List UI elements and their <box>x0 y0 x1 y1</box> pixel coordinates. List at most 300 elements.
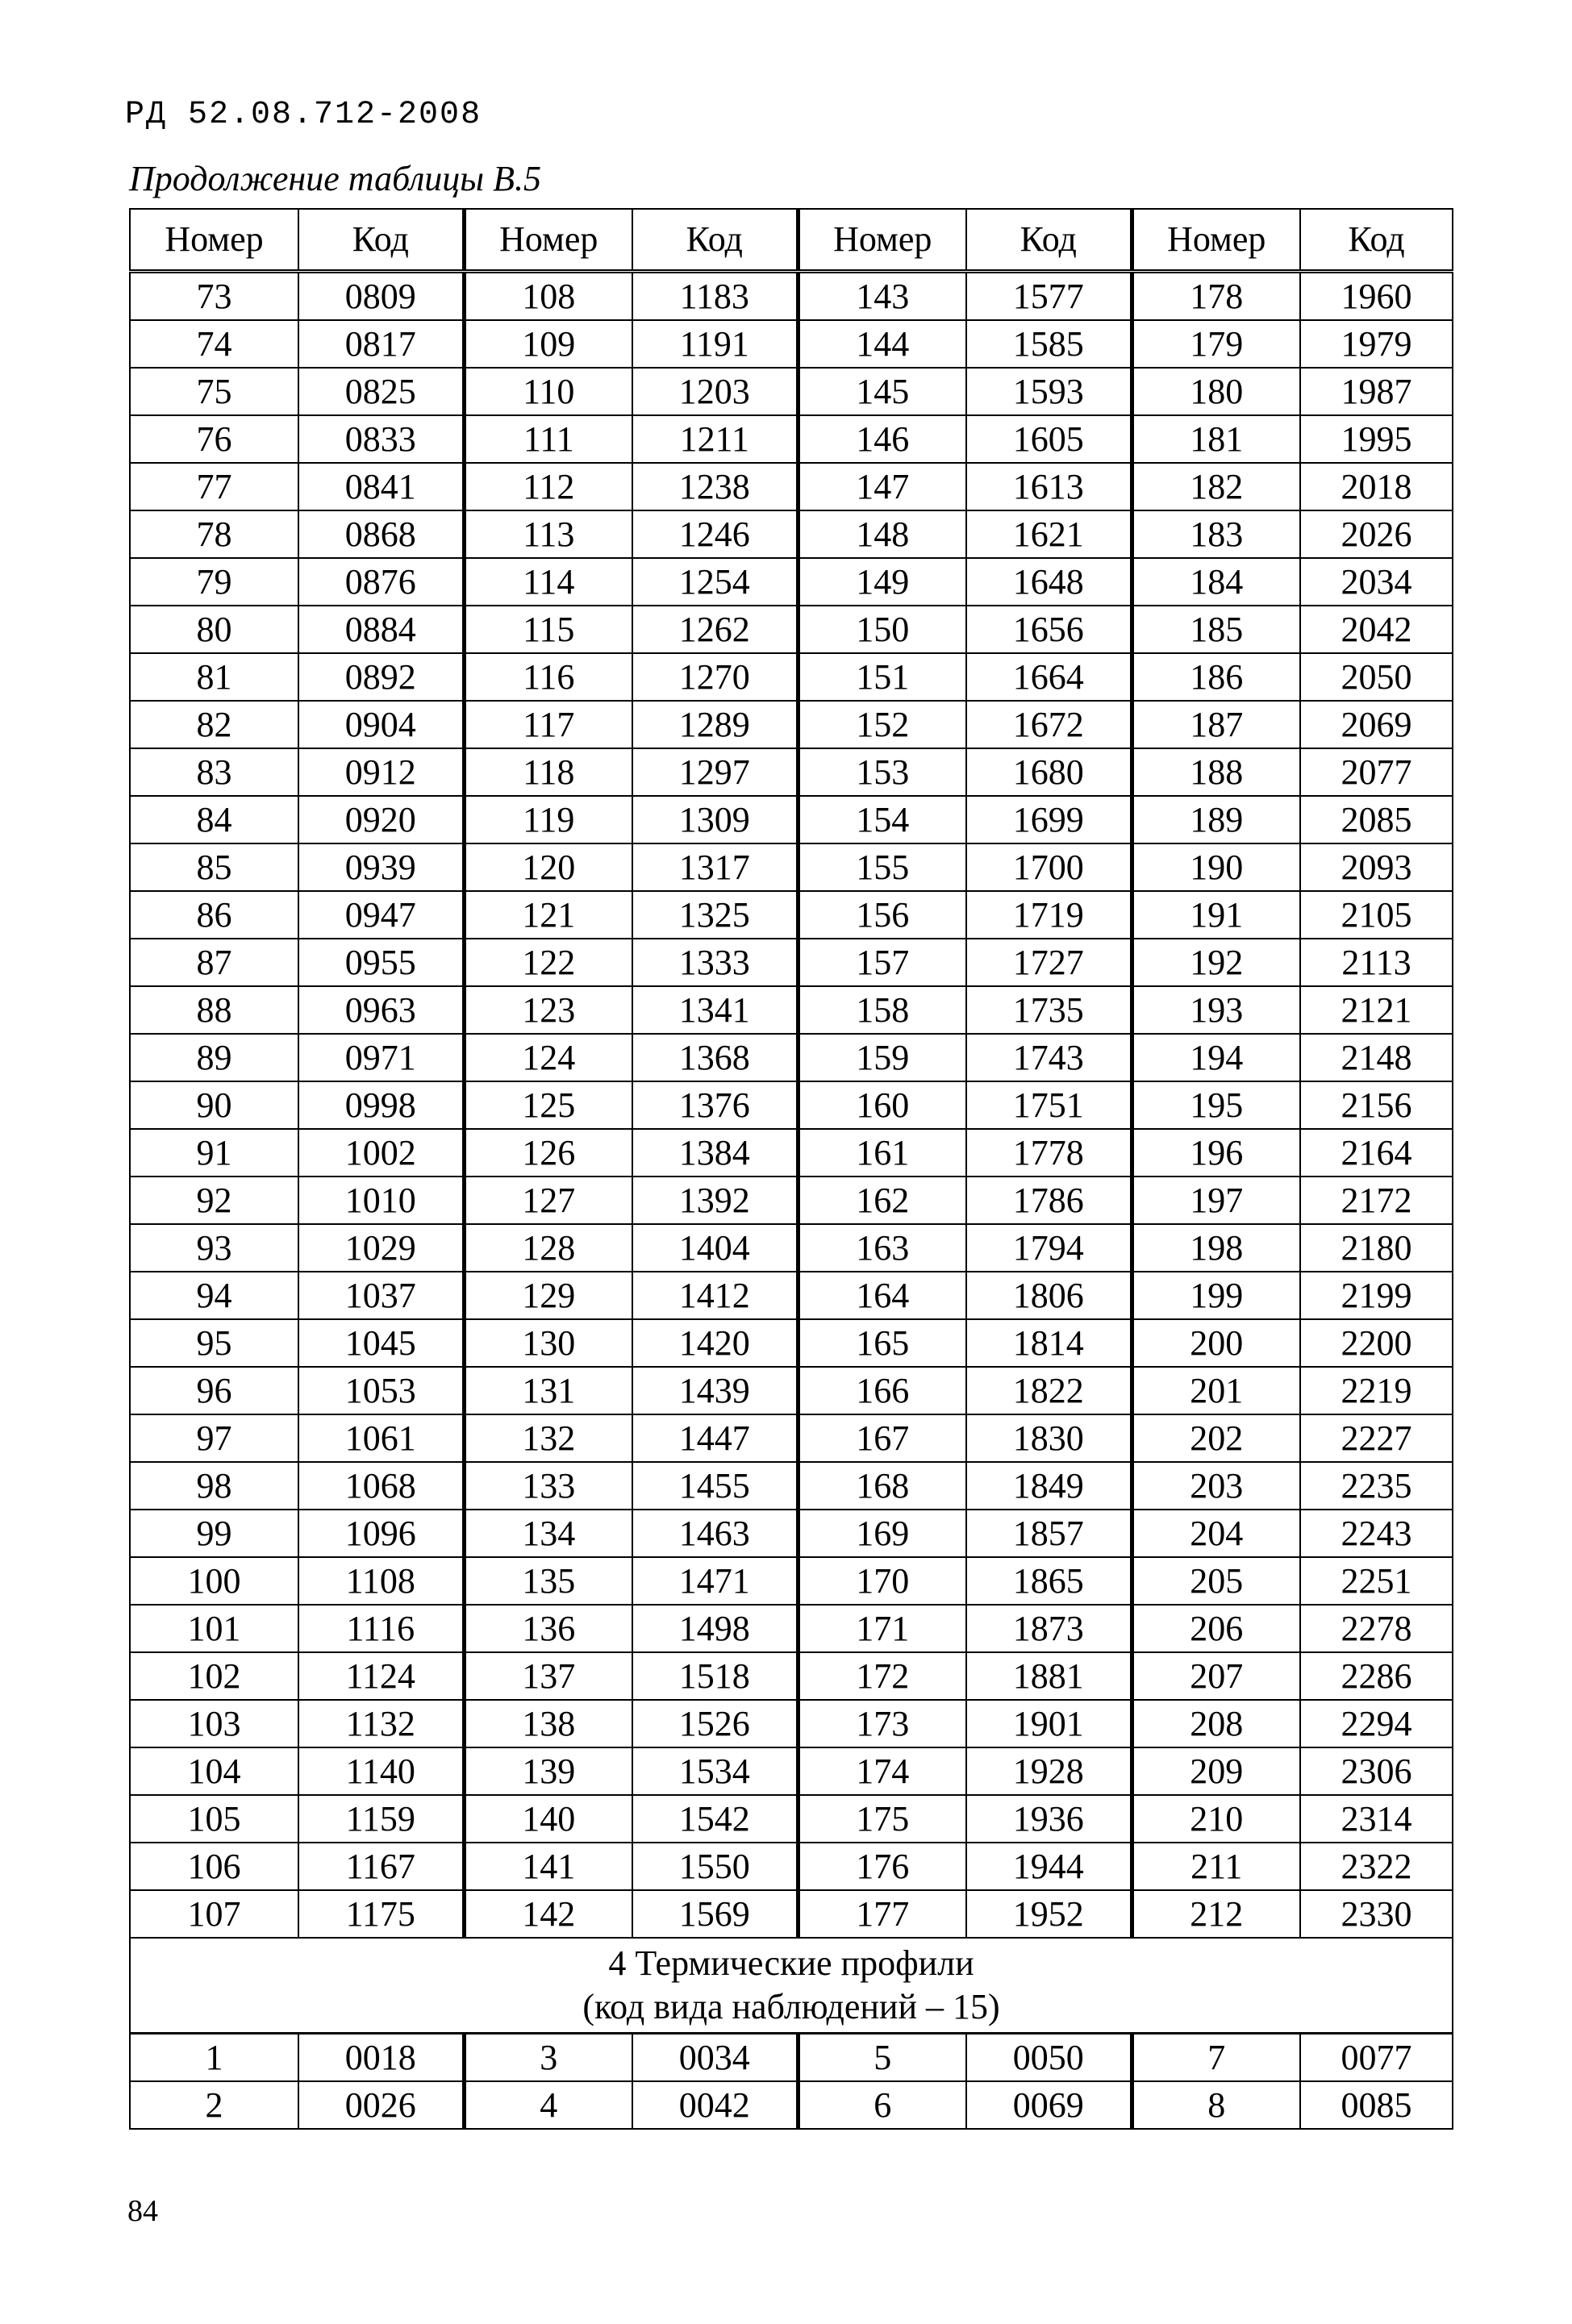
code-cell: 1211 <box>632 415 798 463</box>
code-cell: 0971 <box>298 1034 464 1081</box>
number-cell: 151 <box>798 653 966 701</box>
number-cell: 3 <box>464 2034 632 2082</box>
number-cell: 191 <box>1132 891 1300 939</box>
number-cell: 211 <box>1132 1843 1300 1890</box>
code-cell: 1333 <box>632 939 798 986</box>
table-caption: Продолжение таблицы В.5 <box>129 159 541 198</box>
table-row <box>130 1795 1453 1843</box>
code-cell: 1191 <box>632 320 798 368</box>
number-cell: 196 <box>1132 1129 1300 1177</box>
table-row <box>130 1462 1453 1510</box>
number-cell: 174 <box>798 1747 966 1795</box>
number-cell: 159 <box>798 1034 966 1081</box>
number-cell: 198 <box>1132 1224 1300 1272</box>
code-cell: 1325 <box>632 891 798 939</box>
code-cell: 1542 <box>632 1795 798 1843</box>
number-cell: 207 <box>1132 1652 1300 1700</box>
number-cell: 210 <box>1132 1795 1300 1843</box>
code-cell: 2278 <box>1300 1605 1453 1652</box>
code-cell: 1045 <box>298 1319 464 1367</box>
table-row <box>130 1129 1453 1177</box>
code-cell: 1447 <box>632 1414 798 1462</box>
number-cell: 74 <box>130 320 298 368</box>
code-cell: 1159 <box>298 1795 464 1843</box>
number-cell: 170 <box>798 1557 966 1605</box>
number-cell: 100 <box>130 1557 298 1605</box>
table-row <box>130 415 1453 463</box>
number-cell: 131 <box>464 1367 632 1414</box>
column-header: Номер <box>130 209 298 272</box>
code-cell: 1936 <box>966 1795 1132 1843</box>
code-cell: 1037 <box>298 1272 464 1319</box>
number-cell: 5 <box>798 2034 966 2082</box>
column-header: Номер <box>1132 209 1300 272</box>
code-cell: 1995 <box>1300 415 1453 463</box>
number-cell: 141 <box>464 1843 632 1890</box>
code-cell: 1605 <box>966 415 1132 463</box>
code-cell: 1794 <box>966 1224 1132 1272</box>
code-cell: 1010 <box>298 1177 464 1224</box>
table-row <box>130 653 1453 701</box>
number-cell: 7 <box>1132 2034 1300 2082</box>
number-cell: 195 <box>1132 1081 1300 1129</box>
number-cell: 172 <box>798 1652 966 1700</box>
number-cell: 109 <box>464 320 632 368</box>
table-row <box>130 891 1453 939</box>
number-cell: 89 <box>130 1034 298 1081</box>
number-cell: 183 <box>1132 510 1300 558</box>
code-cell: 2018 <box>1300 463 1453 510</box>
table-row <box>130 1224 1453 1272</box>
code-cell: 1368 <box>632 1034 798 1081</box>
code-cell: 1175 <box>298 1890 464 1938</box>
number-cell: 179 <box>1132 320 1300 368</box>
code-cell: 1404 <box>632 1224 798 1272</box>
table-row <box>130 272 1453 321</box>
number-cell: 88 <box>130 986 298 1034</box>
code-cell: 0825 <box>298 368 464 415</box>
number-cell: 106 <box>130 1843 298 1890</box>
number-cell: 206 <box>1132 1605 1300 1652</box>
number-cell: 190 <box>1132 843 1300 891</box>
code-cell: 1648 <box>966 558 1132 606</box>
section-body <box>130 2034 1453 2130</box>
code-cell: 1124 <box>298 1652 464 1700</box>
code-cell: 1439 <box>632 1367 798 1414</box>
code-cell: 1613 <box>966 463 1132 510</box>
code-cell: 2172 <box>1300 1177 1453 1224</box>
number-cell: 124 <box>464 1034 632 1081</box>
code-cell: 0876 <box>298 558 464 606</box>
column-header: Номер <box>464 209 632 272</box>
code-cell: 1881 <box>966 1652 1132 1700</box>
code-cell: 2322 <box>1300 1843 1453 1890</box>
code-cell: 2093 <box>1300 843 1453 891</box>
number-cell: 85 <box>130 843 298 891</box>
code-cell: 0892 <box>298 653 464 701</box>
code-cell: 1297 <box>632 748 798 796</box>
number-cell: 208 <box>1132 1700 1300 1747</box>
code-cell: 1735 <box>966 986 1132 1034</box>
code-cell: 1238 <box>632 463 798 510</box>
number-cell: 164 <box>798 1272 966 1319</box>
table-row <box>130 1843 1453 1890</box>
code-cell: 1656 <box>966 606 1132 653</box>
number-cell: 112 <box>464 463 632 510</box>
code-cell: 0904 <box>298 701 464 748</box>
code-cell: 1680 <box>966 748 1132 796</box>
number-cell: 116 <box>464 653 632 701</box>
code-cell: 2077 <box>1300 748 1453 796</box>
number-cell: 176 <box>798 1843 966 1890</box>
number-cell: 163 <box>798 1224 966 1272</box>
number-cell: 201 <box>1132 1367 1300 1414</box>
code-cell: 1254 <box>632 558 798 606</box>
code-cell: 2199 <box>1300 1272 1453 1319</box>
code-cell: 1778 <box>966 1129 1132 1177</box>
code-cell: 2042 <box>1300 606 1453 653</box>
number-cell: 82 <box>130 701 298 748</box>
number-cell: 199 <box>1132 1272 1300 1319</box>
number-cell: 87 <box>130 939 298 986</box>
code-cell: 1309 <box>632 796 798 843</box>
number-cell: 111 <box>464 415 632 463</box>
section-title-line1: 4 Термические профили <box>608 1943 974 1983</box>
code-cell: 1289 <box>632 701 798 748</box>
number-cell: 101 <box>130 1605 298 1652</box>
page-number: 84 <box>127 2194 158 2228</box>
number-cell: 119 <box>464 796 632 843</box>
number-cell: 204 <box>1132 1510 1300 1557</box>
code-cell: 2034 <box>1300 558 1453 606</box>
code-cell: 2113 <box>1300 939 1453 986</box>
code-cell: 2227 <box>1300 1414 1453 1462</box>
code-cell: 1203 <box>632 368 798 415</box>
number-cell: 120 <box>464 843 632 891</box>
code-cell: 1471 <box>632 1557 798 1605</box>
table-row <box>130 939 1453 986</box>
code-cell: 1246 <box>632 510 798 558</box>
number-cell: 118 <box>464 748 632 796</box>
number-cell: 121 <box>464 891 632 939</box>
number-cell: 83 <box>130 748 298 796</box>
number-cell: 91 <box>130 1129 298 1177</box>
number-cell: 193 <box>1132 986 1300 1034</box>
section-title <box>130 1938 1453 2034</box>
code-cell: 0026 <box>298 2081 464 2129</box>
number-cell: 117 <box>464 701 632 748</box>
number-cell: 175 <box>798 1795 966 1843</box>
number-cell: 143 <box>798 272 966 321</box>
number-cell: 147 <box>798 463 966 510</box>
number-cell: 6 <box>798 2081 966 2129</box>
code-cell: 1376 <box>632 1081 798 1129</box>
number-cell: 108 <box>464 272 632 321</box>
number-cell: 161 <box>798 1129 966 1177</box>
number-cell: 110 <box>464 368 632 415</box>
number-cell: 153 <box>798 748 966 796</box>
code-cell: 2235 <box>1300 1462 1453 1510</box>
number-cell: 187 <box>1132 701 1300 748</box>
column-header: Номер <box>798 209 966 272</box>
code-cell: 0077 <box>1300 2034 1453 2082</box>
code-cell: 0050 <box>966 2034 1132 2082</box>
number-cell: 2 <box>130 2081 298 2129</box>
number-cell: 138 <box>464 1700 632 1747</box>
number-cell: 167 <box>798 1414 966 1462</box>
code-cell: 1317 <box>632 843 798 891</box>
code-cell: 1463 <box>632 1510 798 1557</box>
code-cell: 1664 <box>966 653 1132 701</box>
number-cell: 150 <box>798 606 966 653</box>
number-cell: 181 <box>1132 415 1300 463</box>
table-row <box>130 748 1453 796</box>
code-cell: 2294 <box>1300 1700 1453 1747</box>
code-cell: 1952 <box>966 1890 1132 1938</box>
number-cell: 125 <box>464 1081 632 1129</box>
code-cell: 0912 <box>298 748 464 796</box>
code-cell: 0884 <box>298 606 464 653</box>
number-cell: 165 <box>798 1319 966 1367</box>
code-cell: 1719 <box>966 891 1132 939</box>
code-cell: 1751 <box>966 1081 1132 1129</box>
table-row <box>130 796 1453 843</box>
table-row <box>130 1510 1453 1557</box>
number-cell: 184 <box>1132 558 1300 606</box>
number-cell: 79 <box>130 558 298 606</box>
code-cell: 0085 <box>1300 2081 1453 2129</box>
number-cell: 84 <box>130 796 298 843</box>
code-cell: 2330 <box>1300 1890 1453 1938</box>
code-cell: 1262 <box>632 606 798 653</box>
number-cell: 152 <box>798 701 966 748</box>
code-cell: 0809 <box>298 272 464 321</box>
code-cell: 1002 <box>298 1129 464 1177</box>
code-cell: 1849 <box>966 1462 1132 1510</box>
code-cell: 0841 <box>298 463 464 510</box>
number-cell: 178 <box>1132 272 1300 321</box>
table-row <box>130 606 1453 653</box>
table-row <box>130 1747 1453 1795</box>
number-cell: 76 <box>130 415 298 463</box>
code-cell: 1830 <box>966 1414 1132 1462</box>
code-table <box>129 208 1453 2130</box>
number-cell: 140 <box>464 1795 632 1843</box>
code-cell: 1979 <box>1300 320 1453 368</box>
code-cell: 1727 <box>966 939 1132 986</box>
number-cell: 173 <box>798 1700 966 1747</box>
number-cell: 188 <box>1132 748 1300 796</box>
code-cell: 1167 <box>298 1843 464 1890</box>
code-cell: 2180 <box>1300 1224 1453 1272</box>
number-cell: 4 <box>464 2081 632 2129</box>
table-row <box>130 1319 1453 1367</box>
number-cell: 127 <box>464 1177 632 1224</box>
code-cell: 2085 <box>1300 796 1453 843</box>
code-cell: 0042 <box>632 2081 798 2129</box>
table-header-row <box>130 209 1453 272</box>
number-cell: 86 <box>130 891 298 939</box>
table-row <box>130 1177 1453 1224</box>
code-cell: 1068 <box>298 1462 464 1510</box>
table-row <box>130 1700 1453 1747</box>
number-cell: 139 <box>464 1747 632 1795</box>
code-cell: 1928 <box>966 1747 1132 1795</box>
number-cell: 202 <box>1132 1414 1300 1462</box>
number-cell: 8 <box>1132 2081 1300 2129</box>
code-cell: 1621 <box>966 510 1132 558</box>
number-cell: 212 <box>1132 1890 1300 1938</box>
code-cell: 0939 <box>298 843 464 891</box>
number-cell: 169 <box>798 1510 966 1557</box>
number-cell: 73 <box>130 272 298 321</box>
number-cell: 105 <box>130 1795 298 1843</box>
code-cell: 1108 <box>298 1557 464 1605</box>
number-cell: 128 <box>464 1224 632 1272</box>
column-header: Код <box>298 209 464 272</box>
number-cell: 166 <box>798 1367 966 1414</box>
number-cell: 136 <box>464 1605 632 1652</box>
code-cell: 1901 <box>966 1700 1132 1747</box>
number-cell: 77 <box>130 463 298 510</box>
code-cell: 1096 <box>298 1510 464 1557</box>
number-cell: 200 <box>1132 1319 1300 1367</box>
code-cell: 1498 <box>632 1605 798 1652</box>
table-body <box>130 272 1453 1939</box>
code-cell: 1518 <box>632 1652 798 1700</box>
code-cell: 0955 <box>298 939 464 986</box>
number-cell: 123 <box>464 986 632 1034</box>
number-cell: 103 <box>130 1700 298 1747</box>
code-cell: 0817 <box>298 320 464 368</box>
number-cell: 115 <box>464 606 632 653</box>
number-cell: 114 <box>464 558 632 606</box>
code-cell: 1865 <box>966 1557 1132 1605</box>
code-cell: 0069 <box>966 2081 1132 2129</box>
code-cell: 1577 <box>966 272 1132 321</box>
code-cell: 1699 <box>966 796 1132 843</box>
column-header: Код <box>632 209 798 272</box>
number-cell: 171 <box>798 1605 966 1652</box>
number-cell: 130 <box>464 1319 632 1367</box>
table-row <box>130 1890 1453 1938</box>
number-cell: 75 <box>130 368 298 415</box>
number-cell: 92 <box>130 1177 298 1224</box>
number-cell: 93 <box>130 1224 298 1272</box>
code-cell: 2148 <box>1300 1034 1453 1081</box>
number-cell: 177 <box>798 1890 966 1938</box>
table-row <box>130 1034 1453 1081</box>
code-cell: 1550 <box>632 1843 798 1890</box>
code-cell: 0920 <box>298 796 464 843</box>
code-cell: 2286 <box>1300 1652 1453 1700</box>
table-row <box>130 2081 1453 2129</box>
number-cell: 96 <box>130 1367 298 1414</box>
table-row <box>130 558 1453 606</box>
code-cell: 1526 <box>632 1700 798 1747</box>
table-row <box>130 510 1453 558</box>
number-cell: 182 <box>1132 463 1300 510</box>
code-cell: 2105 <box>1300 891 1453 939</box>
number-cell: 197 <box>1132 1177 1300 1224</box>
number-cell: 129 <box>464 1272 632 1319</box>
number-cell: 185 <box>1132 606 1300 653</box>
code-cell: 1132 <box>298 1700 464 1747</box>
code-cell: 2243 <box>1300 1510 1453 1557</box>
number-cell: 155 <box>798 843 966 891</box>
table-row <box>130 320 1453 368</box>
code-cell: 0947 <box>298 891 464 939</box>
number-cell: 180 <box>1132 368 1300 415</box>
code-cell: 1672 <box>966 701 1132 748</box>
code-cell: 1743 <box>966 1034 1132 1081</box>
number-cell: 98 <box>130 1462 298 1510</box>
number-cell: 1 <box>130 2034 298 2082</box>
code-cell: 1183 <box>632 272 798 321</box>
code-cell: 1944 <box>966 1843 1132 1890</box>
code-cell: 1140 <box>298 1747 464 1795</box>
code-cell: 1384 <box>632 1129 798 1177</box>
number-cell: 97 <box>130 1414 298 1462</box>
table-row <box>130 1367 1453 1414</box>
code-cell: 0998 <box>298 1081 464 1129</box>
number-cell: 134 <box>464 1510 632 1557</box>
code-cell: 1061 <box>298 1414 464 1462</box>
table-row <box>130 463 1453 510</box>
number-cell: 80 <box>130 606 298 653</box>
number-cell: 126 <box>464 1129 632 1177</box>
table-row <box>130 1414 1453 1462</box>
section-thermal-profiles <box>130 1938 1453 2034</box>
table-row <box>130 986 1453 1034</box>
number-cell: 145 <box>798 368 966 415</box>
table-row <box>130 1557 1453 1605</box>
code-cell: 2156 <box>1300 1081 1453 1129</box>
code-cell: 1822 <box>966 1367 1132 1414</box>
code-cell: 2219 <box>1300 1367 1453 1414</box>
number-cell: 209 <box>1132 1747 1300 1795</box>
table-row <box>130 843 1453 891</box>
number-cell: 192 <box>1132 939 1300 986</box>
number-cell: 107 <box>130 1890 298 1938</box>
number-cell: 205 <box>1132 1557 1300 1605</box>
table-row <box>130 1652 1453 1700</box>
code-cell: 1029 <box>298 1224 464 1272</box>
code-cell: 1270 <box>632 653 798 701</box>
code-cell: 2314 <box>1300 1795 1453 1843</box>
number-cell: 95 <box>130 1319 298 1367</box>
code-cell: 2069 <box>1300 701 1453 748</box>
code-cell: 2251 <box>1300 1557 1453 1605</box>
number-cell: 133 <box>464 1462 632 1510</box>
code-cell: 1585 <box>966 320 1132 368</box>
table-row <box>130 1272 1453 1319</box>
number-cell: 94 <box>130 1272 298 1319</box>
number-cell: 144 <box>798 320 966 368</box>
table-row <box>130 1605 1453 1652</box>
code-cell: 2306 <box>1300 1747 1453 1795</box>
code-cell: 2050 <box>1300 653 1453 701</box>
number-cell: 132 <box>464 1414 632 1462</box>
number-cell: 162 <box>798 1177 966 1224</box>
code-cell: 2121 <box>1300 986 1453 1034</box>
code-cell: 1569 <box>632 1890 798 1938</box>
code-cell: 2200 <box>1300 1319 1453 1367</box>
section-title-line2: (код вида наблюдений – 15) <box>582 1987 1000 2026</box>
code-cell: 1960 <box>1300 272 1453 321</box>
code-cell: 1412 <box>632 1272 798 1319</box>
table-row <box>130 368 1453 415</box>
